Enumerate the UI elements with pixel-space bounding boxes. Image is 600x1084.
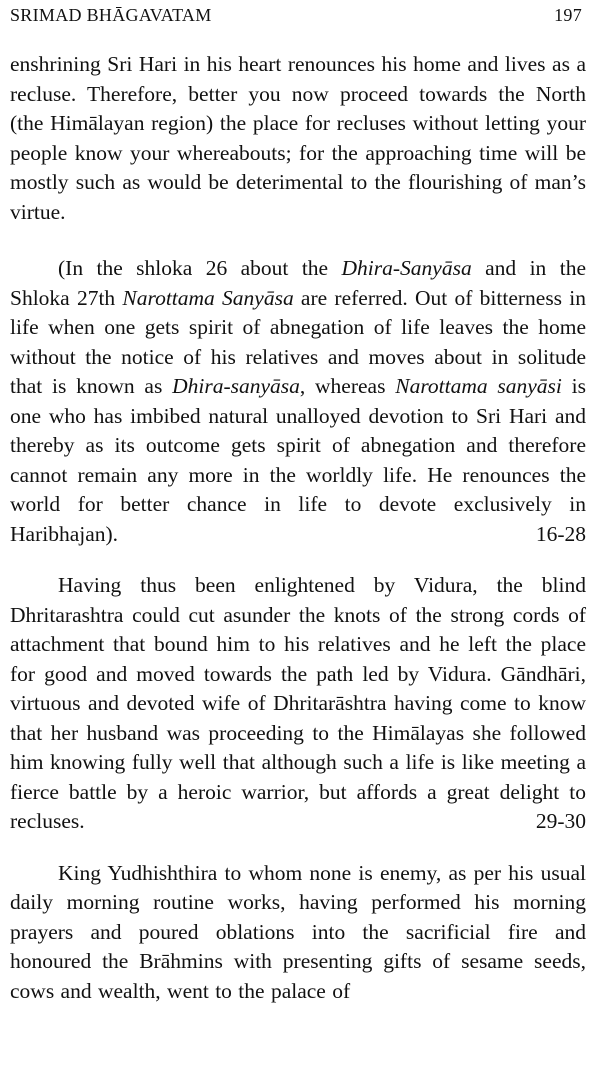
verse-number: 29-30	[535, 809, 586, 833]
term-dhira-sanyasa: Dhira-Sanyāsa	[341, 256, 472, 280]
verse-number: 16-28	[535, 521, 586, 546]
running-header	[8, 0, 592, 34]
paragraph-2-text: (In the shloka 26 about the	[58, 256, 342, 280]
paragraph-2	[8, 254, 592, 549]
paragraph-3	[8, 571, 592, 837]
paragraph-3-text: Having thus been enlightened by Vidura, the blind Dhritarashtra could cut asunder the knots of the strong cords of attachment that bound him to his relatives and he left the place for good and moved towards the path led by Vidura. Gāndhāri, virtuous and devoted wife of Dhritarāshtra having come to know that her husband was proceeding to the Himālayas she followed him knowing fully well that although such a life is like meeting a fierce battle by a heroic warrior, but affords a great delight to recluses.	[10, 573, 586, 833]
paragraph-2-text: and in the Shloka 27th	[10, 256, 586, 310]
paragraph-1: enshrining Sri Hari in his heart renounces his home and lives as a recluse. Therefore, better you now proceed towards the North (the Himālayan region) the place for recluses without letting your people know your whereabouts; for the approaching time will be mostly such as would be deterimental to the flourishing of man’s virtue.	[10, 52, 586, 224]
book-title: SRIMAD BHĀGAVATAM	[10, 5, 212, 25]
paragraph-2-text: are referred. Out of bitterness in life when one gets spirit of abnegation of life leaves the home without the notice of his relatives and moves about in solitude that is known as	[10, 285, 587, 398]
term-dhira-sanyasa-lower: Dhira-sanyāsa	[172, 374, 300, 398]
paragraph-4: King Yudhishthira to whom none is enemy, as per his usual daily morning routine works, having performed his morning prayers and poured oblations into the sacrificial fire and honoured the Brāhmins with presenting gifts of sesame seeds, cows and wealth, went to the palace of	[10, 860, 586, 1003]
term-narottama-sanyasa: Narottama Sanyāsa	[122, 285, 294, 310]
paragraph-2-text: , whereas	[299, 374, 396, 398]
term-narottama-sanyasi: Narottama sanyāsi	[395, 374, 562, 398]
page-number: 197	[554, 5, 582, 25]
paragraph-2-text: is one who has imbibed natural unalloyed devotion to Sri Hari and thereby as its outcome gets spirit of abnegation and therefore cannot remain any more in the worldly life. He renounces the world for better chance in life to devote exclusively in Haribhajan).	[10, 374, 586, 546]
